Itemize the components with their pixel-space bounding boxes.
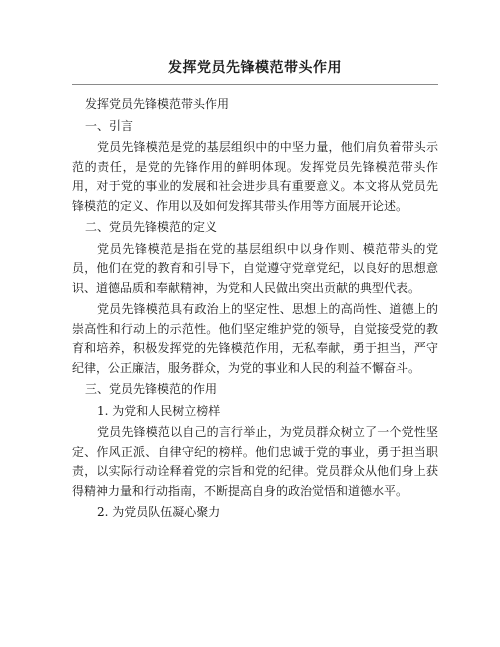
- section-heading-role: 三、党员先锋模范的作用: [85, 382, 218, 396]
- paragraph: 党员先锋模范具有政治上的坚定性、思想上的高尚性、道德上的崇高性和行动上的示范性。他们坚定维护党的领导，自觉接受党的教育和培养，积极发挥党的先锋模范作用，无私奉献，勇于担当，严守纪律，公正廉洁，服务群众，为党的事业和人民的利益不懈奋斗。: [72, 302, 438, 375]
- paragraph: 党员先锋模范以自己的言行举止，为党员群众树立了一个党性坚定、作风正派、自律守纪的榜样。他们忠诚于党的事业，勇于担当职责，以实际行动诠释着党的宗旨和党的纪律。党员群众从他们身上获得精神力量和行动指南，不断提高自身的政治觉悟和道德水平。: [72, 425, 438, 498]
- document-subtitle: 发挥党员先锋模范带头作用: [85, 97, 230, 111]
- title-divider: [72, 84, 438, 85]
- subsection-heading: 1. 为党和人民树立榜样: [97, 403, 221, 418]
- section-heading-definition: 二、党员先锋模范的定义: [85, 220, 218, 234]
- paragraph: 党员先锋模范是指在党的基层组织中以身作则、模范带头的党员，他们在党的教育和引导下，自觉遵守党章党纪，以良好的思想意识、道德品质和奉献精神，为党和人民做出突出贡献的典型代表。: [72, 241, 438, 295]
- section-heading-intro: 一、引言: [85, 118, 134, 133]
- paragraph: 党员先锋模范是党的基层组织中的中坚力量，他们肩负着带头示范的责任，是党的先锋作用的鲜明体现。发挥党员先锋模范带头作用，对于党的事业的发展和社会进步具有重要意义。本文将从党员先锋模范的定义、作用以及如何发挥其带头作用等方面展开论述。: [72, 140, 438, 213]
- document-title: 发挥党员先锋模范带头作用: [168, 60, 342, 76]
- subsection-heading: 2. 为党员队伍凝心聚力: [97, 505, 221, 519]
